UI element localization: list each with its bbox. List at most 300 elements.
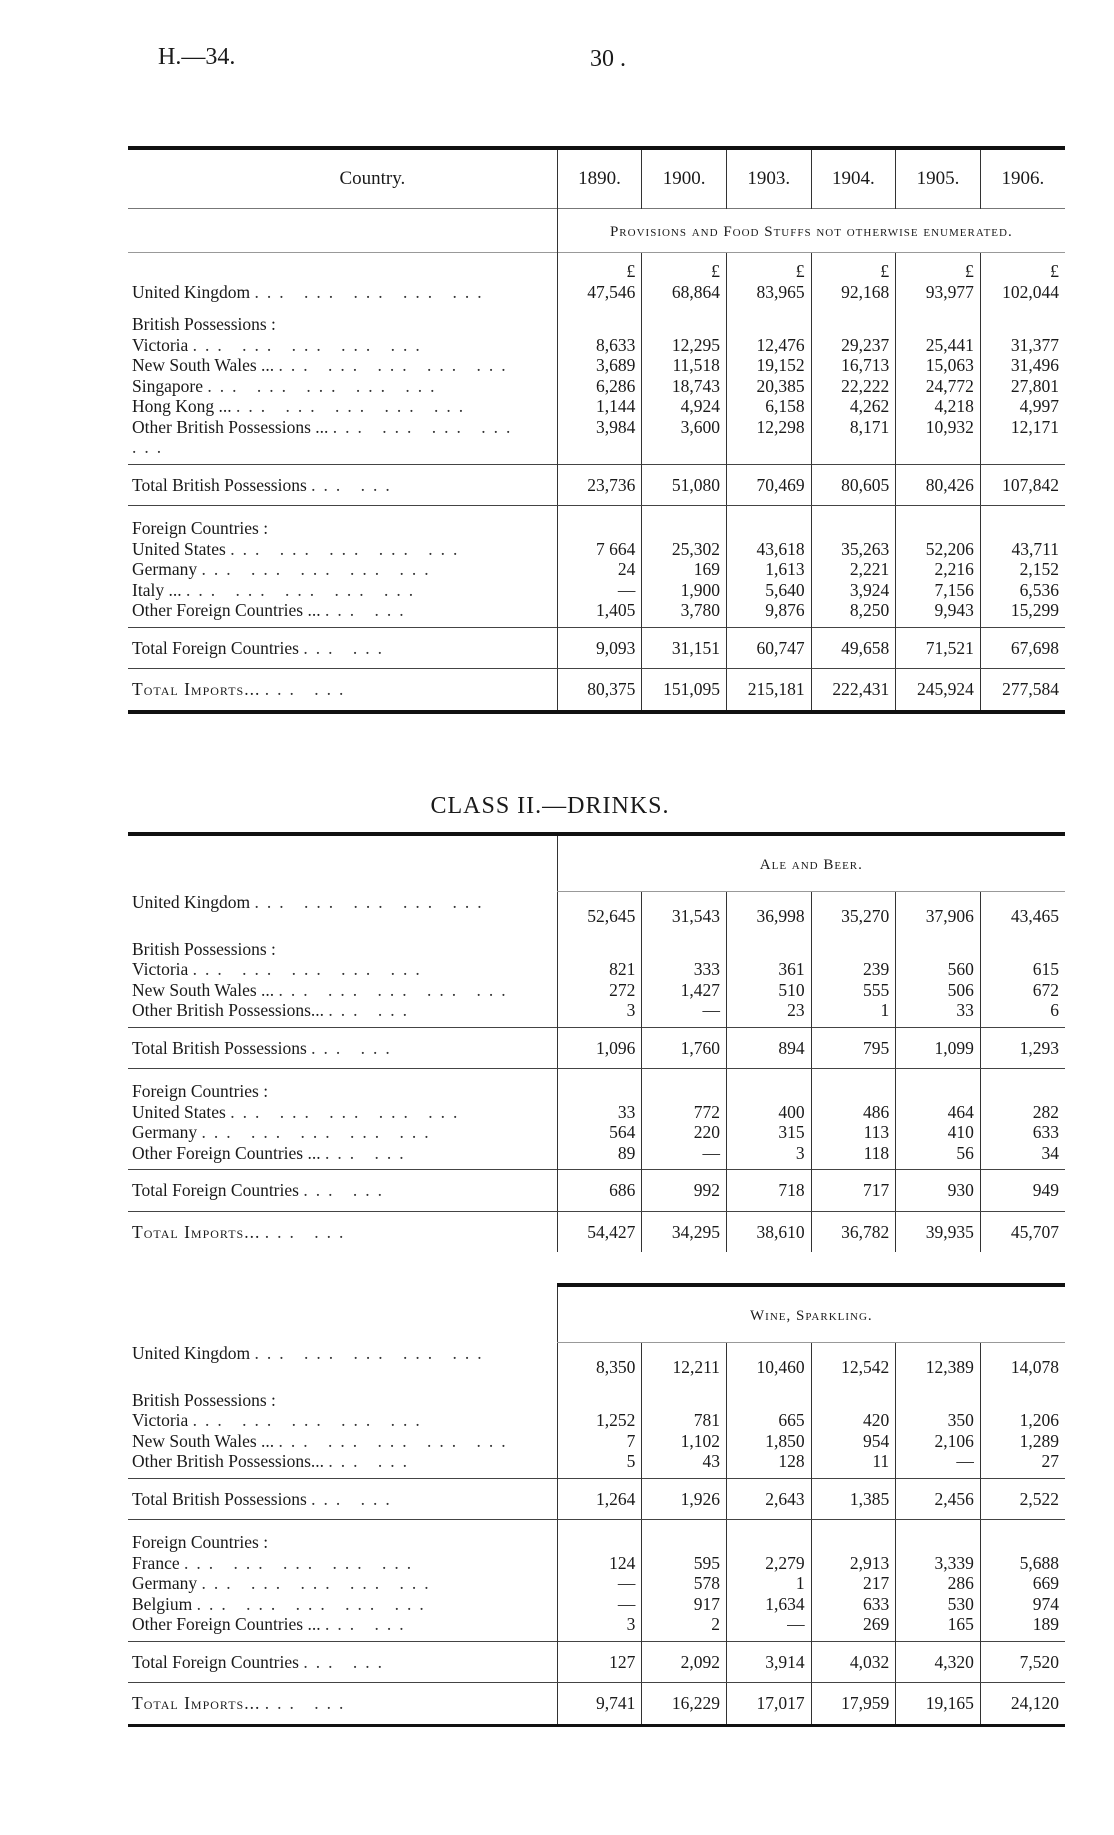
cell-value: 420 <box>811 1410 896 1431</box>
cell-value: 31,377 <box>980 335 1065 356</box>
cell-value: 1,293 <box>980 1027 1065 1069</box>
cell-value: 9,876 <box>726 600 811 621</box>
cell-value: 80,605 <box>811 464 896 506</box>
cell-value: 8,633 <box>557 335 642 356</box>
cell-value: 560 <box>896 959 981 980</box>
table-row <box>128 1594 1065 1615</box>
cell-value: 2,092 <box>642 1641 727 1683</box>
group-label: British Possessions : <box>132 1389 276 1410</box>
cell-value: — <box>726 1614 811 1635</box>
cell-value: 3,339 <box>896 1553 981 1574</box>
table-row <box>128 580 1065 601</box>
row-label: Total British Possessions ... ... <box>128 1027 557 1069</box>
cell-value: 772 <box>642 1102 727 1123</box>
cell-value: 718 <box>726 1170 811 1212</box>
currency-row <box>128 253 1065 282</box>
cell-value: 795 <box>811 1027 896 1069</box>
cell-value: 2,522 <box>980 1478 1065 1520</box>
cell-value: 3,780 <box>642 600 727 621</box>
cell-value: 34 <box>980 1143 1065 1164</box>
cell-value: 33 <box>896 1000 981 1021</box>
cell-value: 7 <box>557 1431 642 1452</box>
cell-value: 555 <box>811 980 896 1001</box>
cell-value: 277,584 <box>980 669 1065 712</box>
cell-value: 3 <box>557 1614 642 1635</box>
cell-value: 272 <box>557 980 642 1001</box>
cell-value: 12,389 <box>896 1343 981 1378</box>
cell-value: 49,658 <box>811 627 896 669</box>
cell-value: 669 <box>980 1573 1065 1594</box>
cell-value: 215,181 <box>726 669 811 712</box>
cell-value: 10,460 <box>726 1343 811 1378</box>
cell-value: 410 <box>896 1122 981 1143</box>
row-label: Other Foreign Countries ... ... ... <box>132 1614 412 1634</box>
cell-value: 2,106 <box>896 1431 981 1452</box>
currency-symbol: £ <box>642 253 727 282</box>
cell-value: 107,842 <box>980 464 1065 506</box>
cell-value: 4,320 <box>896 1641 981 1683</box>
cell-value: 633 <box>980 1122 1065 1143</box>
cell-value: 102,044 <box>980 282 1065 303</box>
cell-value: 52,645 <box>557 892 642 927</box>
cell-value: 31,543 <box>642 892 727 927</box>
cell-value: 1,385 <box>811 1478 896 1520</box>
total-row <box>128 1027 1065 1069</box>
cell-value: 4,218 <box>896 396 981 417</box>
row-label: New South Wales ... ... ... ... ... ... <box>132 979 514 1000</box>
table-row <box>128 417 1065 458</box>
cell-value: 3 <box>557 1000 642 1021</box>
cell-value: 9,093 <box>557 627 642 669</box>
cell-value: 12,542 <box>811 1343 896 1378</box>
cell-value: 165 <box>896 1614 981 1635</box>
cell-value: 15,299 <box>980 600 1065 621</box>
cell-value: 23 <box>726 1000 811 1021</box>
cell-value: — <box>896 1451 981 1472</box>
cell-value: 67,698 <box>980 627 1065 669</box>
provisions-table <box>128 146 1065 714</box>
cell-value: 4,032 <box>811 1641 896 1683</box>
group-label-row <box>128 1390 1065 1411</box>
cell-value: 1,613 <box>726 559 811 580</box>
cell-value: 672 <box>980 980 1065 1001</box>
cell-value: 118 <box>811 1143 896 1164</box>
cell-value: 11,518 <box>642 355 727 376</box>
cell-value: 9,943 <box>896 600 981 621</box>
cell-value: 128 <box>726 1451 811 1472</box>
cell-value: — <box>642 1143 727 1164</box>
row-label: Singapore ... ... ... ... ... <box>132 375 443 396</box>
table-row <box>128 892 1065 927</box>
row-label: Victoria ... ... ... ... ... <box>132 334 428 355</box>
total-row <box>128 627 1065 669</box>
row-label: Germany ... ... ... ... ... <box>132 1573 437 1593</box>
total-row <box>128 1641 1065 1683</box>
cell-value: — <box>557 580 642 601</box>
cell-value: 821 <box>557 959 642 980</box>
cell-value: 8,350 <box>557 1343 642 1378</box>
group-label: British Possessions : <box>132 314 276 334</box>
row-label: Total British Possessions ... ... <box>128 464 557 506</box>
cell-value: 9,741 <box>557 1683 642 1726</box>
cell-value: 8,171 <box>811 417 896 458</box>
cell-value: 35,263 <box>811 539 896 560</box>
currency-symbol: £ <box>811 253 896 282</box>
cell-value: 27 <box>980 1451 1065 1472</box>
row-label: United Kingdom ... ... ... ... ... <box>132 1342 490 1363</box>
cell-value: 38,610 <box>726 1211 811 1252</box>
row-label: Belgium ... ... ... ... ... <box>132 1593 432 1614</box>
cell-value: 665 <box>726 1410 811 1431</box>
cell-value: 2,279 <box>726 1553 811 1574</box>
cell-value: 70,469 <box>726 464 811 506</box>
cell-value: 12,211 <box>642 1343 727 1378</box>
table-row <box>128 1000 1065 1021</box>
row-label: Other Foreign Countries ... ... ... <box>132 1142 412 1163</box>
cell-value: 220 <box>642 1122 727 1143</box>
cell-value: 1,252 <box>557 1410 642 1431</box>
year-header: 1906. <box>980 148 1065 209</box>
table-row <box>128 1410 1065 1431</box>
cell-value: 34,295 <box>642 1211 727 1252</box>
cell-value: 16,229 <box>642 1683 727 1726</box>
cell-value: 33 <box>557 1102 642 1123</box>
cell-value: 169 <box>642 559 727 580</box>
cell-value: 43,711 <box>980 539 1065 560</box>
cell-value: 15,063 <box>896 355 981 376</box>
group-label-row <box>128 1532 1065 1553</box>
cell-value: 1 <box>811 1000 896 1021</box>
cell-value: 29,237 <box>811 335 896 356</box>
page-number: 30 . <box>590 46 626 72</box>
currency-symbol: £ <box>980 253 1065 282</box>
year-header: 1904. <box>811 148 896 209</box>
row-label: Other British Possessions ... ... ... ... ... ... <box>132 416 519 457</box>
total-row <box>128 464 1065 506</box>
row-label: United Kingdom ... ... ... ... ... <box>132 891 490 912</box>
cell-value: 71,521 <box>896 627 981 669</box>
grand-total-row <box>128 1683 1065 1726</box>
cell-value: 60,747 <box>726 627 811 669</box>
cell-value: 3 <box>726 1143 811 1164</box>
row-label: New South Wales ... ... ... ... ... ... <box>132 355 514 375</box>
cell-value: 5,688 <box>980 1553 1065 1574</box>
table-row <box>128 1614 1065 1635</box>
cell-value: 12,295 <box>642 335 727 356</box>
cell-value: 949 <box>980 1170 1065 1212</box>
cell-value: 31,496 <box>980 355 1065 376</box>
cell-value: 1,144 <box>557 396 642 417</box>
cell-value: 222,431 <box>811 669 896 712</box>
cell-value: 2,456 <box>896 1478 981 1520</box>
table-row <box>128 355 1065 376</box>
cell-value: 51,080 <box>642 464 727 506</box>
cell-value: 6,158 <box>726 396 811 417</box>
cell-value: 52,206 <box>896 539 981 560</box>
cell-value: 464 <box>896 1102 981 1123</box>
cell-value: 486 <box>811 1102 896 1123</box>
row-label: Germany ... ... ... ... ... <box>132 559 437 579</box>
row-label: Total Imports... ... ... <box>132 1693 352 1713</box>
cell-value: 6,286 <box>557 376 642 397</box>
group-label-row <box>128 939 1065 960</box>
cell-value: 269 <box>811 1614 896 1635</box>
table-row <box>128 959 1065 980</box>
cell-value: 1,099 <box>896 1027 981 1069</box>
cell-value: 1,900 <box>642 580 727 601</box>
cell-value: 1,102 <box>642 1431 727 1452</box>
cell-value: — <box>557 1594 642 1615</box>
cell-value: 12,476 <box>726 335 811 356</box>
cell-value: 80,375 <box>557 669 642 712</box>
cell-value: 54,427 <box>557 1211 642 1252</box>
cell-value: 1,850 <box>726 1431 811 1452</box>
cell-value: 578 <box>642 1573 727 1594</box>
cell-value: 31,151 <box>642 627 727 669</box>
total-row <box>128 1478 1065 1520</box>
currency-symbol: £ <box>557 253 642 282</box>
cell-value: 1,405 <box>557 600 642 621</box>
cell-value: 2,913 <box>811 1553 896 1574</box>
cell-value: 127 <box>557 1641 642 1683</box>
column-header-row <box>128 148 1065 209</box>
cell-value: 954 <box>811 1431 896 1452</box>
row-label: New South Wales ... ... ... ... ... ... <box>132 1430 514 1451</box>
table-row <box>128 1143 1065 1164</box>
cell-value: 10,932 <box>896 417 981 458</box>
cell-value: 400 <box>726 1102 811 1123</box>
cell-value: 36,998 <box>726 892 811 927</box>
cell-value: 6 <box>980 1000 1065 1021</box>
cell-value: 686 <box>557 1170 642 1212</box>
cell-value: 20,385 <box>726 376 811 397</box>
cell-value: 2,221 <box>811 559 896 580</box>
cell-value: 45,707 <box>980 1211 1065 1252</box>
cell-value: 2,152 <box>980 559 1065 580</box>
cell-value: 4,262 <box>811 396 896 417</box>
cell-value: 37,906 <box>896 892 981 927</box>
grand-total-row <box>128 1211 1065 1252</box>
cell-value: 1,289 <box>980 1431 1065 1452</box>
row-label: Germany ... ... ... ... ... <box>132 1122 437 1142</box>
cell-value: 4,924 <box>642 396 727 417</box>
cell-value: 24,120 <box>980 1683 1065 1726</box>
row-label: Victoria ... ... ... ... ... <box>132 1410 428 1430</box>
cell-value: 3,924 <box>811 580 896 601</box>
table-row <box>128 396 1065 417</box>
cell-value: 3,914 <box>726 1641 811 1683</box>
table-row <box>128 335 1065 356</box>
row-label: Other British Possessions... ... ... <box>132 1451 416 1471</box>
cell-value: 24 <box>557 559 642 580</box>
row-label: France ... ... ... ... ... <box>132 1552 420 1573</box>
cell-value: 93,977 <box>896 282 981 303</box>
cell-value: 333 <box>642 959 727 980</box>
cell-value: 974 <box>980 1594 1065 1615</box>
cell-value: 1 <box>726 1573 811 1594</box>
document-reference: H.—34. <box>158 44 236 70</box>
cell-value: 930 <box>896 1170 981 1212</box>
cell-value: 43 <box>642 1451 727 1472</box>
cell-value: 16,713 <box>811 355 896 376</box>
row-label: Other Foreign Countries ... ... ... <box>132 600 412 620</box>
cell-value: 992 <box>642 1170 727 1212</box>
cell-value: — <box>642 1000 727 1021</box>
cell-value: 7,520 <box>980 1641 1065 1683</box>
currency-symbol: £ <box>896 253 981 282</box>
cell-value: 1,427 <box>642 980 727 1001</box>
table-row <box>128 600 1065 621</box>
table-row <box>128 559 1065 580</box>
cell-value: 19,152 <box>726 355 811 376</box>
cell-value: 1,096 <box>557 1027 642 1069</box>
cell-value: 151,095 <box>642 669 727 712</box>
year-header: 1905. <box>896 148 981 209</box>
cell-value: 12,171 <box>980 417 1065 458</box>
year-header: 1890. <box>557 148 642 209</box>
cell-value: 5 <box>557 1451 642 1472</box>
cell-value: 917 <box>642 1594 727 1615</box>
cell-value: 1,760 <box>642 1027 727 1069</box>
year-header: 1903. <box>726 148 811 209</box>
cell-value: 633 <box>811 1594 896 1615</box>
cell-value: 615 <box>980 959 1065 980</box>
table-row <box>128 1343 1065 1378</box>
cell-value: 189 <box>980 1614 1065 1635</box>
cell-value: 4,997 <box>980 396 1065 417</box>
cell-value: 1,634 <box>726 1594 811 1615</box>
cell-value: 17,017 <box>726 1683 811 1726</box>
cell-value: 23,736 <box>557 464 642 506</box>
cell-value: 12,298 <box>726 417 811 458</box>
cell-value: 43,465 <box>980 892 1065 927</box>
cell-value: 113 <box>811 1122 896 1143</box>
cell-value: 89 <box>557 1143 642 1164</box>
country-header: Country. <box>339 167 406 189</box>
cell-value: 80,426 <box>896 464 981 506</box>
cell-value: 92,168 <box>811 282 896 303</box>
cell-value: 2 <box>642 1614 727 1635</box>
cell-value: 7 664 <box>557 539 642 560</box>
cell-value: 19,165 <box>896 1683 981 1726</box>
cell-value: 8,250 <box>811 600 896 621</box>
year-header: 1900. <box>642 148 727 209</box>
cell-value: 510 <box>726 980 811 1001</box>
cell-value: 25,441 <box>896 335 981 356</box>
cell-value: 22,222 <box>811 376 896 397</box>
cell-value: 7,156 <box>896 580 981 601</box>
cell-value: 27,801 <box>980 376 1065 397</box>
cell-value: 24,772 <box>896 376 981 397</box>
cell-value: 564 <box>557 1122 642 1143</box>
row-label: Total Foreign Countries ... ... <box>128 1641 557 1683</box>
cell-value: 781 <box>642 1410 727 1431</box>
row-label: Victoria ... ... ... ... ... <box>132 959 428 979</box>
cell-value: 3,984 <box>557 417 642 458</box>
cell-value: — <box>557 1573 642 1594</box>
row-label: Total Imports... ... ... <box>132 679 352 699</box>
cell-value: 286 <box>896 1573 981 1594</box>
cell-value: 2,216 <box>896 559 981 580</box>
cell-value: 1,206 <box>980 1410 1065 1431</box>
cell-value: 47,546 <box>557 282 642 303</box>
table-row <box>128 1431 1065 1452</box>
row-label: United States ... ... ... ... ... <box>132 1101 466 1122</box>
cell-value: 282 <box>980 1102 1065 1123</box>
ale-beer-table <box>128 832 1065 1252</box>
cell-value: 56 <box>896 1143 981 1164</box>
cell-value: 83,965 <box>726 282 811 303</box>
table-row <box>128 1573 1065 1594</box>
row-label: Other British Possessions... ... ... <box>132 1000 416 1020</box>
group-label: Foreign Countries : <box>132 1081 269 1101</box>
cell-value: 361 <box>726 959 811 980</box>
table-row <box>128 1102 1065 1123</box>
cell-value: 595 <box>642 1553 727 1574</box>
row-label: Total Imports... ... ... <box>132 1221 352 1242</box>
table-row <box>128 539 1065 560</box>
currency-symbol: £ <box>726 253 811 282</box>
table-row <box>128 1451 1065 1472</box>
cell-value: 245,924 <box>896 669 981 712</box>
section-title: Wine, Sparkling. <box>557 1285 1065 1343</box>
total-row <box>128 1170 1065 1212</box>
cell-value: 36,782 <box>811 1211 896 1252</box>
grand-total-row <box>128 669 1065 712</box>
cell-value: 14,078 <box>980 1343 1065 1378</box>
row-label: United Kingdom ... ... ... ... ... <box>132 281 490 302</box>
row-label: Italy ... ... ... ... ... ... <box>132 579 422 600</box>
row-label: Total Foreign Countries ... ... <box>128 1170 557 1212</box>
wine-sparkling-table <box>128 1283 1065 1727</box>
cell-value: 68,864 <box>642 282 727 303</box>
cell-value: 530 <box>896 1594 981 1615</box>
cell-value: 6,536 <box>980 580 1065 601</box>
group-label: Foreign Countries : <box>132 518 269 538</box>
table-row <box>128 1553 1065 1574</box>
cell-value: 35,270 <box>811 892 896 927</box>
cell-value: 11 <box>811 1451 896 1472</box>
class-heading: CLASS II.—DRINKS. <box>430 793 670 819</box>
cell-value: 894 <box>726 1027 811 1069</box>
cell-value: 717 <box>811 1170 896 1212</box>
group-label-row <box>128 314 1065 335</box>
group-label: British Possessions : <box>132 938 276 959</box>
cell-value: 43,618 <box>726 539 811 560</box>
cell-value: 17,959 <box>811 1683 896 1726</box>
group-label: Foreign Countries : <box>132 1532 269 1552</box>
cell-value: 350 <box>896 1410 981 1431</box>
cell-value: 18,743 <box>642 376 727 397</box>
group-label-row <box>128 1081 1065 1102</box>
cell-value: 2,643 <box>726 1478 811 1520</box>
section-title: Ale and Beer. <box>557 834 1065 892</box>
table-row <box>128 1122 1065 1143</box>
cell-value: 39,935 <box>896 1211 981 1252</box>
row-label: Total Foreign Countries ... ... <box>128 627 557 669</box>
table-row <box>128 282 1065 303</box>
row-label: Hong Kong ... ... ... ... ... ... <box>132 396 472 416</box>
cell-value: 124 <box>557 1553 642 1574</box>
cell-value: 3,689 <box>557 355 642 376</box>
cell-value: 217 <box>811 1573 896 1594</box>
cell-value: 506 <box>896 980 981 1001</box>
cell-value: 239 <box>811 959 896 980</box>
group-label-row <box>128 518 1065 539</box>
cell-value: 1,264 <box>557 1478 642 1520</box>
cell-value: 25,302 <box>642 539 727 560</box>
row-label: United States ... ... ... ... ... <box>132 538 466 559</box>
